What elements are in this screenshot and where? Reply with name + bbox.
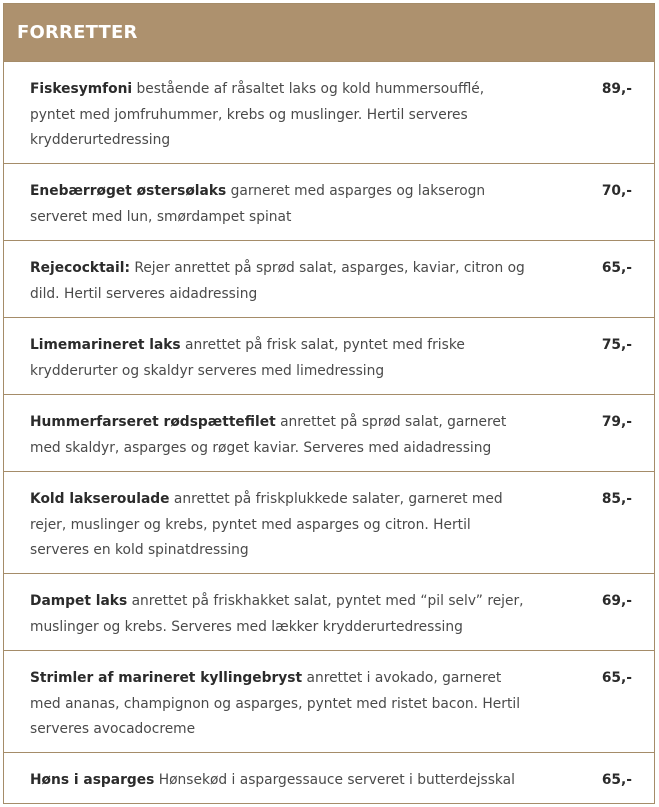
menu-item [4,62,654,164]
menu-header [4,4,654,62]
menu-item-name: Høns i asparges [30,772,155,788]
menu-item-description: bestående af råsaltet laks og kold hummersoufflé, pyntet med jomfruhummer, krebs og muslinger. Hertil serveres krydderurtedressing [30,81,485,148]
menu-item-price: 75,- [601,337,632,353]
menu-item-description: anrettet i avokado, garneret med ananas, champignon og asparges, pyntet med ristet bacon. Hertil serveres avocadocreme [30,670,521,737]
menu-item-text [30,487,530,564]
menu-item-description: Hønsekød i aspargessauce serveret i butterdejsskal [154,772,515,788]
menu-item-description: anrettet på friskplukkede salater, garneret med rejer, muslinger og krebs, pyntet med asparges og citron. Hertil serveres en kold spinatdressing [30,491,503,558]
menu-item-name: Rejecocktail: [30,260,130,276]
menu-item [4,651,654,753]
menu-item [4,395,654,472]
menu-item-description: anrettet på friskhakket salat, pyntet med “pil selv” rejer, muslinger og krebs. Serveres med lækker krydderurtedressing [30,593,524,635]
menu-section-title: FORRETTER [17,22,138,43]
menu-item-price: 70,- [601,183,632,199]
menu-item-name: Kold lakseroulade [30,491,170,507]
menu-item-price: 89,- [601,81,632,97]
menu-item-text [30,333,530,384]
menu-item [4,241,654,318]
menu-item [4,574,654,651]
menu-item-description: anrettet på frisk salat, pyntet med friske krydderurter og skaldyr serveres med limedressing [30,337,465,379]
menu-item-name: Strimler af marineret kyllingebryst [30,670,303,686]
menu-item-text [30,589,530,640]
menu-item-text [30,666,530,743]
menu-item-text [30,768,530,794]
menu-item-text [30,179,530,230]
menu-item-price: 65,- [601,772,632,788]
menu-item [4,753,654,804]
menu-item-price: 65,- [601,260,632,276]
menu-item-description: garneret med asparges og lakserogn serveret med lun, smørdampet spinat [30,183,486,225]
menu-item-name: Limemarineret laks [30,337,181,353]
menu-item-text [30,410,530,461]
menu-item-price: 79,- [601,414,632,430]
menu-card [3,3,655,804]
menu-item-name: Enebærrøget østersølaks [30,183,227,199]
menu-item-description: anrettet på sprød salat, garneret med skaldyr, asparges og røget kaviar. Serveres med aidadressing [30,414,507,456]
menu-item [4,318,654,395]
menu-item-name: Dampet laks [30,593,128,609]
menu-item-name: Fiskesymfoni [30,81,133,97]
menu-item-price: 65,- [601,670,632,686]
menu-item-price: 85,- [601,491,632,507]
menu-item-description: Rejer anrettet på sprød salat, asparges, kaviar, citron og dild. Hertil serveres aidadressing [30,260,525,302]
menu-item [4,472,654,574]
menu-item-text [30,77,530,154]
menu-item-text [30,256,530,307]
menu-item-price: 69,- [601,593,632,609]
menu-item-name: Hummerfarseret rødspættefilet [30,414,276,430]
menu-item [4,164,654,241]
